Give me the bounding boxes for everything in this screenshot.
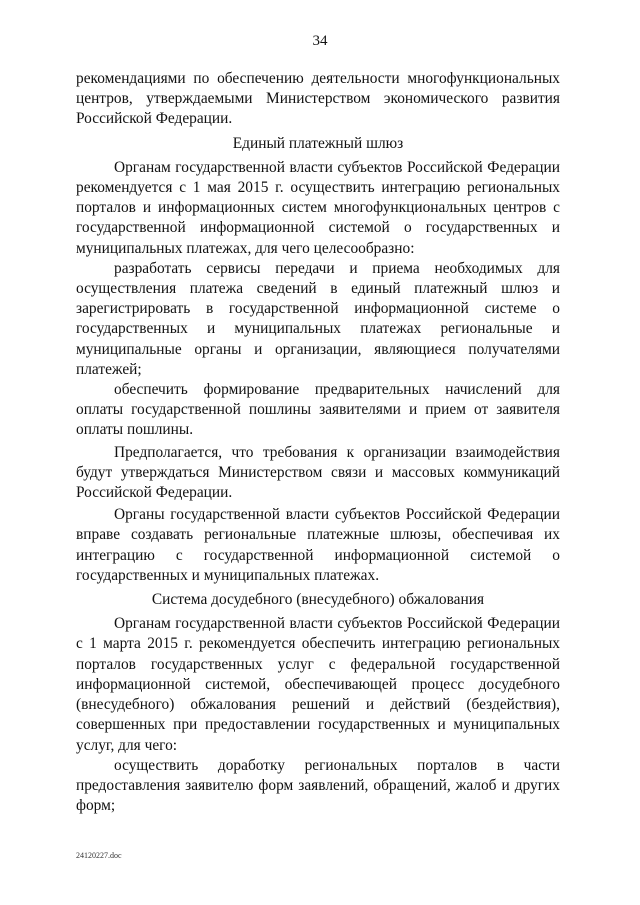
section-heading-payment-gateway: Единый платежный шлюз <box>232 134 404 152</box>
paragraph-portal-improvement: осуществить доработку региональных порталов в части предоставления заявителю форм заявлений, обращений, жалоб и других форм; <box>76 756 560 815</box>
paragraph-continuation: рекомендациями по обеспечению деятельности многофункциональных центров, утверждаемыми Министерством экономического развития Российской Федерации. <box>76 70 560 128</box>
paragraph-preliminary-charges: обеспечить формирование предварительных начислений для оплаты государственной пошлины заявителями и прием от заявителя оплаты пошлины. <box>76 381 560 439</box>
footer-filename: 24120227.doc <box>76 851 122 860</box>
paragraph-payment-integration: Органам государственной власти субъектов Российской Федерации рекомендуется с 1 мая 2015 г. осуществить интеграцию региональных порталов и информационных систем многофункциональных центров с государственной информационной системой о государственных и муниципальных платежах, для чего целесообразно: <box>76 158 560 257</box>
paragraph-appeal-integration: Органам государственной власти субъектов Российской Федерации с 1 марта 2015 г. рекомендуется обеспечить интеграцию региональных порталов государственных услуг с федеральной государственной информационной системой, обеспечивающей процесс досудебного (внесудебного) обжалования решений и действий (бездействия), совершенных при предоставлении государственных и муниципальных услуг, для чего: <box>76 615 560 754</box>
page-number: 34 <box>312 33 328 49</box>
paragraph-regional-gateways: Органы государственной власти субъектов Российской Федерации вправе создавать региональные платежные шлюзы, обеспечивая их интеграцию с государственной информационной системой о государственных и муниципальных платежах. <box>76 506 560 584</box>
document-body <box>76 69 560 816</box>
paragraph-requirements: Предполагается, что требования к организации взаимодействия будут утверждаться Министерством связи и массовых коммуникаций Российской Федерации. <box>76 443 560 502</box>
section-heading-appeal-system: Система досудебного (внесудебного) обжалования <box>151 591 485 609</box>
paragraph-develop-services: разработать сервисы передачи и приема необходимых для осуществления платежа сведений в единый платежный шлюз и зарегистрировать в государственной информационной системе о государственных и муниципальных платежах региональные и муниципальные органы и организации, являющиеся получателями платежей; <box>76 259 560 378</box>
